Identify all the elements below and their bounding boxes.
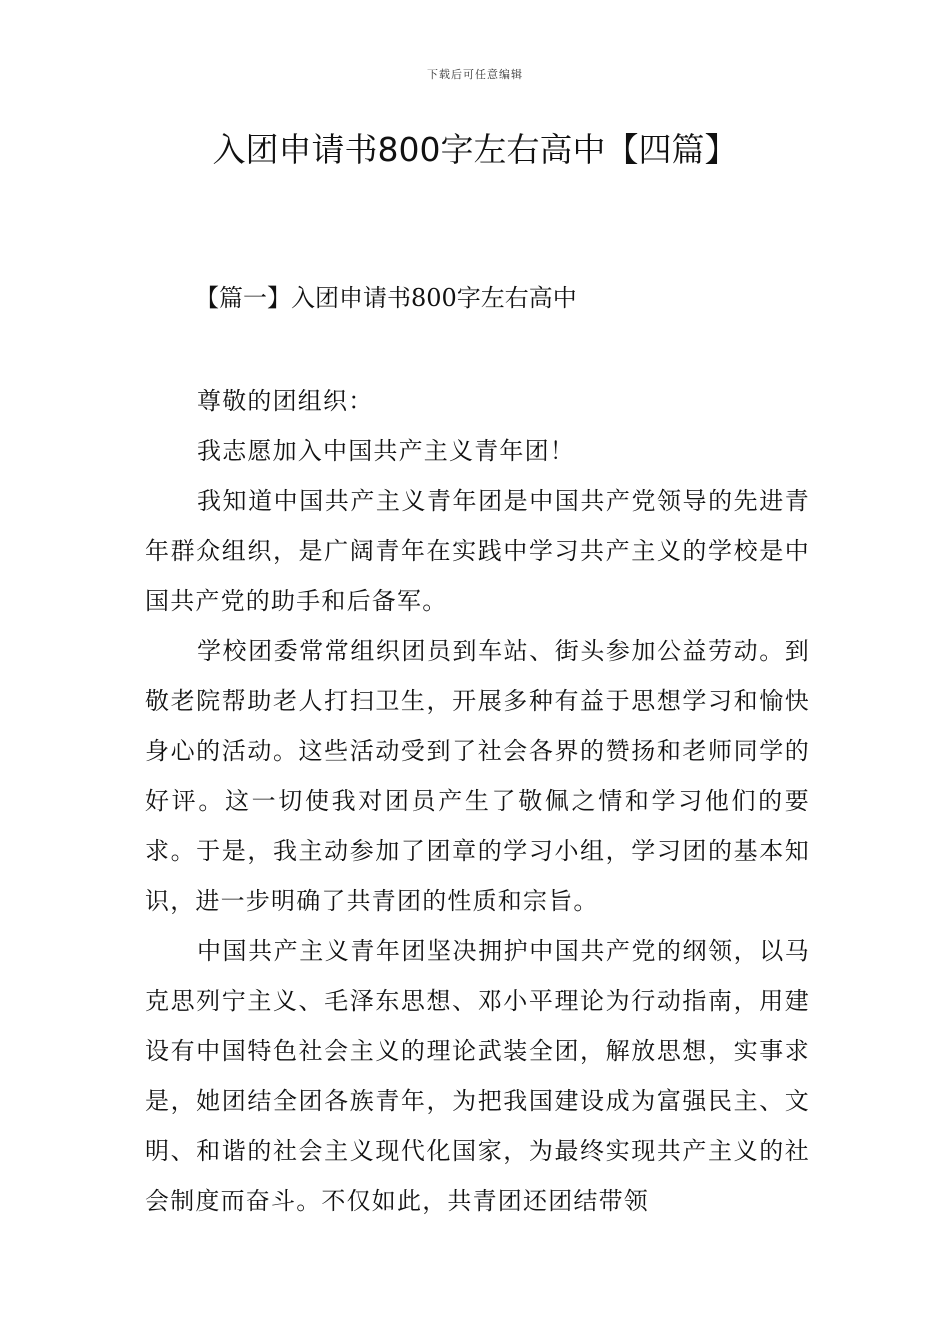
paragraph: 中国共产主义青年团坚决拥护中国共产党的纲领，以马克思列宁主义、毛泽东思想、邓小平理论为行动指南，用建设有中国特色社会主义的理论武装全团，解放思想，实事求是，她团结全团各族青年，为把我国建设成为富强民主、文明、和谐的社会主义现代化国家，为最终实现共产主义的社会制度而奋斗。不仅如此，共青团还团结带领 xyxy=(145,937,810,1215)
paragraph: 学校团委常常组织团员到车站、街头参加公益劳动。到敬老院帮助老人打扫卫生，开展多种有益于思想学习和愉快身心的活动。这些活动受到了社会各界的赞扬和老师同学的好评。这一切使我对团员产生了敬佩之情和学习他们的要求。于是，我主动参加了团章的学习小组，学习团的基本知识，进一步明确了共青团的性质和宗旨。 xyxy=(145,637,810,915)
document-body xyxy=(145,376,810,1226)
header-note: 下载后可任意编辑 xyxy=(427,68,523,81)
section-heading: 【篇一】入团申请书800字左右高中 xyxy=(195,284,577,312)
paragraph: 我志愿加入中国共产主义青年团！ xyxy=(197,437,575,465)
document-title: 入团申请书800字左右高中【四篇】 xyxy=(212,130,738,169)
salutation: 尊敬的团组织： xyxy=(197,387,374,415)
paragraph: 我知道中国共产主义青年团是中国共产党领导的先进青年群众组织，是广阔青年在实践中学习共产主义的学校是中国共产党的助手和后备军。 xyxy=(145,487,810,615)
